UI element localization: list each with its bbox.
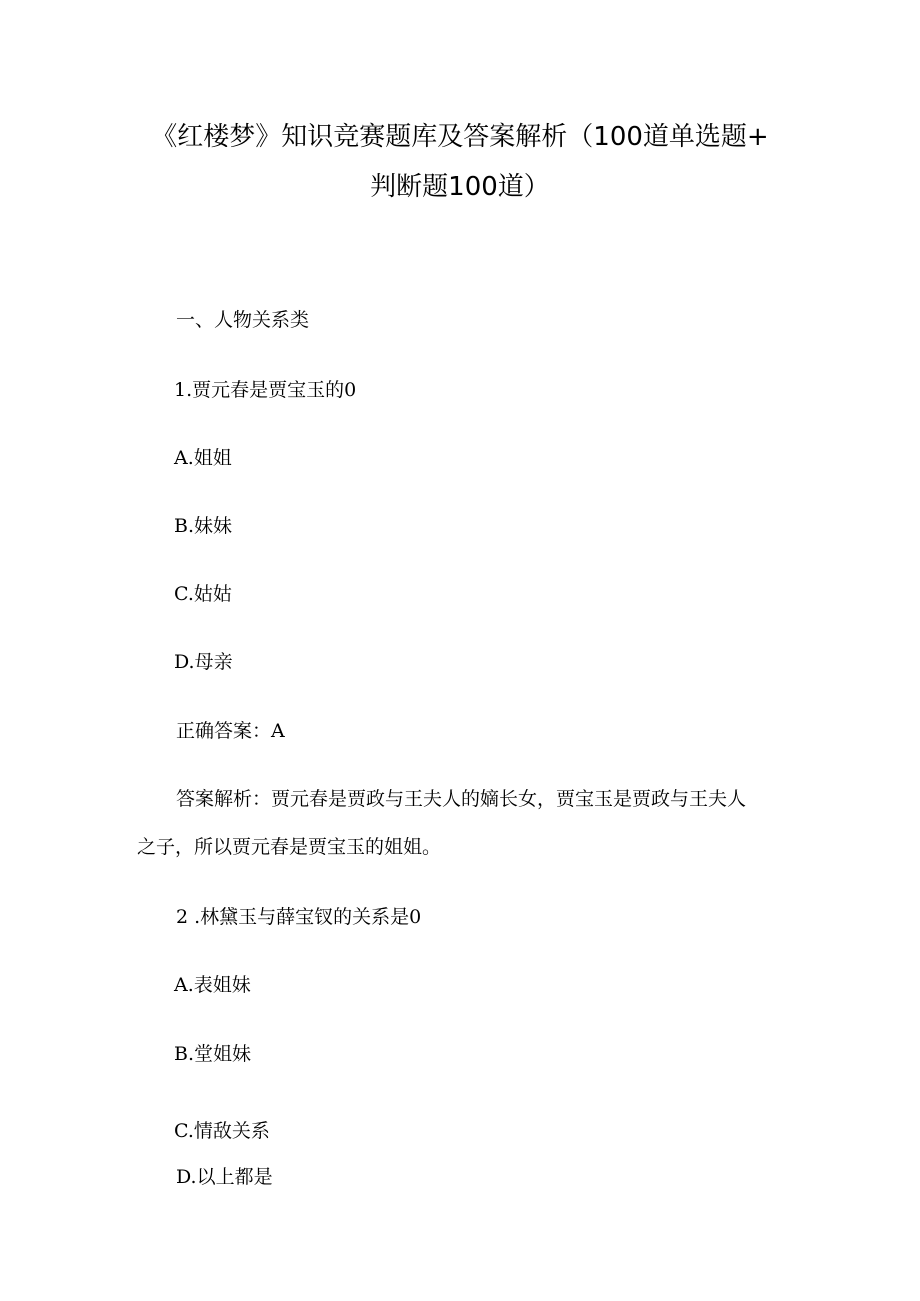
question-1-stem: 1.贾元春是贾宝玉的0	[174, 379, 357, 401]
question-2-option-b: B.堂姐妹	[174, 1043, 252, 1065]
question-1-explanation-line-1: 答案解析：贾元春是贾政与王夫人的嫡长女，贾宝玉是贾政与王夫人	[176, 788, 747, 810]
question-2-option-d: D.以上都是	[176, 1166, 273, 1188]
question-1-answer: 正确答案：A	[176, 720, 285, 742]
question-1-option-c: C.姑姑	[174, 583, 232, 605]
question-1-option-d: D.母亲	[174, 651, 233, 673]
question-2-option-c: C.情敌关系	[174, 1120, 270, 1142]
document-title-line-2: 判断题100道）	[370, 172, 550, 202]
document-title-line-1: 《红楼梦》知识竞赛题库及答案解析（100道单选题+	[151, 122, 769, 152]
question-1-explanation-line-2: 之子，所以贾元春是贾宝玉的姐姐。	[137, 836, 442, 858]
question-2-stem: 2 .林黛玉与薛宝钗的关系是0	[176, 906, 422, 928]
question-1-option-a: A.姐姐	[174, 447, 232, 469]
question-1-option-b: B.妹妹	[174, 515, 233, 537]
question-2-option-a: A.表姐妹	[174, 974, 251, 996]
section-heading: 一、人物关系类	[176, 309, 310, 331]
